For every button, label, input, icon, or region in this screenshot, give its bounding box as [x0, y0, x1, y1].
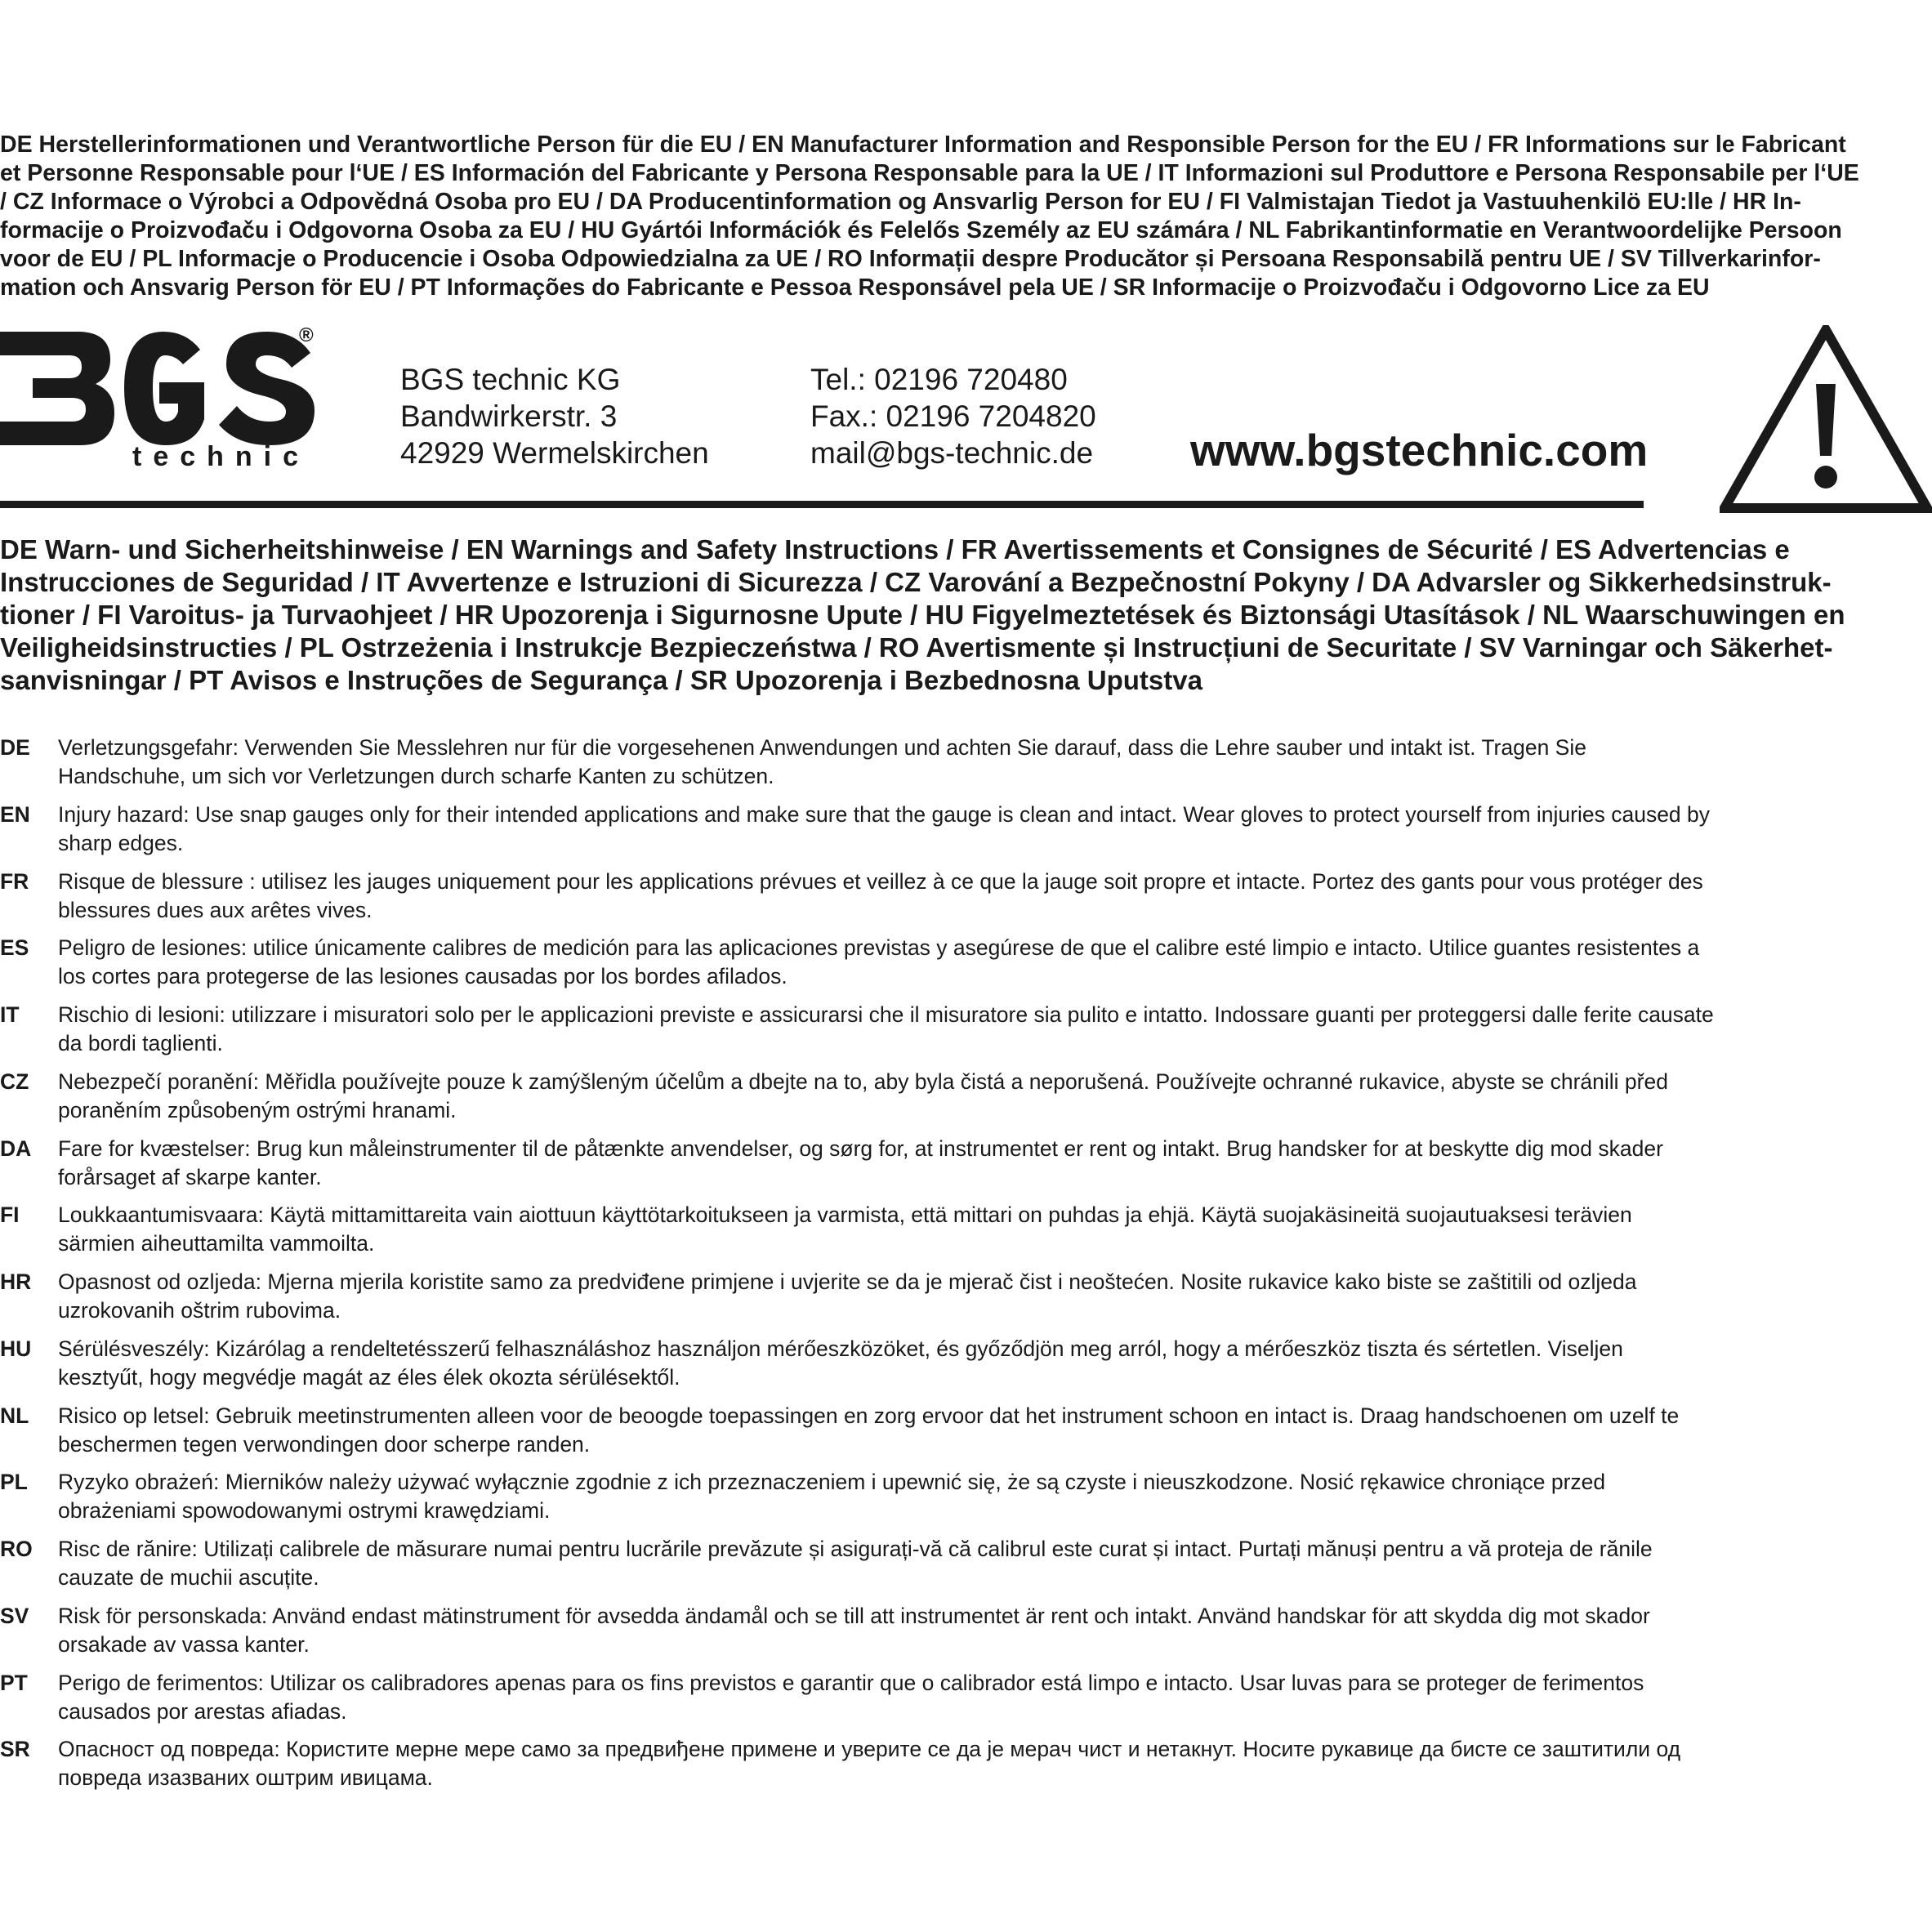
language-code: ES — [0, 935, 29, 960]
instruction-text: Peligro de lesiones: utilice únicamente calibres de medición para las aplicaciones previstas y asegúrese de que el calibre esté limpio e intacto. Utilice guantes resistentes a los cortes para protegerse de las lesiones causadas por los bordes afilados. — [58, 935, 1700, 988]
list-item — [0, 1135, 1932, 1194]
fax-number: Fax.: 02196 7204820 — [810, 399, 1096, 433]
instruction-text: Nebezpečí poranění: Měřidla používejte pouze k zamýšleným účelům a dbejte na to, aby byla čistá a neporušená. Používejte ochranné rukavice, abyste se chránili před poraněním způsobeným ostrými hranami. — [58, 1069, 1668, 1122]
language-code: SR — [0, 1737, 30, 1761]
instruction-text: Sérülésveszély: Kizárólag a rendeltetésszerű felhasználáshoz használjon mérőeszközöket, és győződjön meg arról, hogy a mérőeszköz tiszta és sértetlen. Viseljen kesztyűt, hogy megvédje magát az éles élek okozta sérülésektől. — [58, 1336, 1623, 1390]
contact-info — [810, 361, 1096, 471]
bgs-technic-logo — [0, 325, 320, 472]
warning-triangle-icon — [1720, 325, 1932, 513]
website-link[interactable]: www.bgstechnic.com — [1190, 425, 1649, 475]
instruction-text: Loukkaantumisvaara: Käytä mittamittareita vain aiottuun käyttötarkoitukseen ja varmista, että mittari on puhdas ja ehjä. Käytä suojakäsineitä suojautuaksesi terävien särmien aiheuttamilta vammoilta. — [58, 1202, 1632, 1256]
company-address — [400, 361, 709, 471]
email-address[interactable]: mail@bgs-technic.de — [810, 436, 1094, 470]
instruction-text: Risk för personskada: Använd endast mätinstrument för avsedda ändamål och se till att instrumentet är rent och intakt. Använd handskar för att skydda dig mot skador orsakade av vassa kanter. — [58, 1604, 1650, 1657]
instruction-text: Risc de rănire: Utilizați calibrele de măsurare numai pentru lucrările prevăzute și asigurați-vă că calibrul este curat și intact. Purtați mănuși pentru a vă proteja de rănile cauzate de muchii ascuțite. — [58, 1537, 1653, 1590]
language-code: NL — [0, 1403, 29, 1428]
language-code: DE — [0, 735, 30, 760]
list-item — [0, 801, 1932, 859]
list-item — [0, 1669, 1932, 1728]
header-divider — [0, 501, 1644, 508]
language-code: FR — [0, 869, 29, 894]
phone-number: Tel.: 02196 720480 — [810, 363, 1068, 396]
company-city: 42929 Wermelskirchen — [400, 436, 709, 470]
list-item — [0, 1068, 1932, 1127]
language-code: HU — [0, 1336, 32, 1361]
language-code: PT — [0, 1671, 28, 1695]
instruction-text: Risico op letsel: Gebruik meetinstrumenten alleen voor de beoogde toepassingen en zorg ervoor dat het instrument schoon en intact is. Draag handschoenen om uzelf te beschermen tegen verwondingen door scherpe randen. — [58, 1403, 1680, 1457]
list-item — [0, 1402, 1932, 1461]
instruction-text: Opasnost od ozljeda: Mjerna mjerila koristite samo za predviđene primjene i uvjerite se da je mjerač čist i neoštećen. Nosite rukavice kako biste se zaštitili od ozljeda uzrokovanih oštrim rubovima. — [58, 1269, 1637, 1323]
language-code: FI — [0, 1202, 20, 1227]
bgs-logo-mark — [0, 332, 315, 445]
list-item — [0, 1201, 1932, 1260]
language-code: CZ — [0, 1069, 29, 1094]
instruction-text: Risque de blessure : utilisez les jauges uniquement pour les applications prévues et veillez à ce que la jauge soit propre et intacte. Portez des gants pour vous protéger des blessures dues aux arêtes vives. — [58, 869, 1703, 922]
instruction-text: Ryzyko obrażeń: Mierników należy używać wyłącznie zgodnie z ich przeznaczeniem i upewnić się, że są czyste i nieuszkodzone. Nosić rękawice chroniące przed obrażeniami spowodowanymi ostrymi krawędziami. — [58, 1470, 1606, 1523]
list-item — [0, 1001, 1932, 1060]
warnings-heading: DE Warn- und Sicherheitshinweise / EN Warnings and Safety Instructions / FR Avertissements et Consignes de Sécurité / ES Advertencias e Instrucciones de Seguridad / IT Avvertenze e Istruzioni di Sicurezza / CZ Varování a Bezpečnostní Pokyny / DA Advarsler og Sikkerhedsinstruk- tioner / FI Varoitus- ja Turvaohjeet / HR Upozorenja i Sigurnosne Upute / HU Figyelmeztetések és Biztonsági Utasítások / NL Waarschuwingen en Veiligheidsinstructies / PL Ostrzeżenia i Instrukcje Bezpieczeństwa / RO Avertismente și Instrucțiuni de Securitate / SV Varningar och Säkerhet- sanvisningar / PT Avisos e Instruções de Segurança / SR Upozorenja i Bezbednosna Uputstva — [0, 534, 1845, 695]
manufacturer-info-heading: DE Herstellerinformationen und Verantwortliche Person für die EU / EN Manufacturer Information and Responsible Person for the EU / FR Informations sur le Fabricant et Personne Responsable pour l‘UE / ES Información del Fabricante y Persona Responsable para la UE / IT Informazioni sul Produttore e Persona Responsabile per l‘UE / CZ Informace o Výrobci a Odpovědná Osoba pro EU / DA Producentinformation og Ansvarlig Person for EU / FI Valmistajan Tiedot ja Vastuuhenkilö EU:lle / HR In- formacije o Proizvođaču i Odgovorna Osoba za EU / HU Gyártói Információk és Felelős Személy az EU számára / NL Fabrikantinformatie en Verantwoordelijke Persoon voor de EU / PL Informacje o Producencie i Osoba Odpowiedzialna za UE / RO Informații despre Producător și Persoana Responsabilă pentru UE / SV Tillverkarinfor- mation och Ansvarig Person för EU / PT Informações do Fabricante e Pessoa Responsável pela UE / SR Informacije o Proizvođaču i Odgovorno Lice za EU — [0, 132, 1859, 301]
list-item — [0, 1602, 1932, 1661]
list-item — [0, 868, 1932, 926]
language-code: RO — [0, 1537, 33, 1561]
list-item — [0, 1535, 1932, 1594]
list-item — [0, 1735, 1932, 1794]
instruction-text: Injury hazard: Use snap gauges only for their intended applications and make sure that the gauge is clean and intact. Wear gloves to protect yourself from injuries caused by sharp edges. — [58, 802, 1711, 855]
language-code: IT — [0, 1002, 20, 1027]
language-code: PL — [0, 1470, 28, 1494]
list-item — [0, 1468, 1932, 1527]
list-item — [0, 934, 1932, 993]
language-code: DA — [0, 1136, 32, 1161]
instruction-text: Verletzungsgefahr: Verwenden Sie Messlehren nur für die vorgesehenen Anwendungen und achten Sie darauf, dass die Lehre sauber und intakt ist. Tragen Sie Handschuhe, um sich vor Verletzungen durch scharfe Kanten zu schützen. — [58, 735, 1586, 788]
instruction-text: Fare for kvæstelser: Brug kun måleinstrumenter til de påtænkte anvendelser, og sørg for, at instrumentet er rent og intakt. Brug handsker for at beskytte dig mod skader forårsaget af skarpe kanter. — [58, 1136, 1663, 1189]
language-code: SV — [0, 1604, 29, 1628]
instruction-text: Rischio di lesioni: utilizzare i misuratori solo per le applicazioni previste e assicurarsi che il misuratore sia pulito e intatto. Indossare guanti per proteggersi dalle ferite causate da bordi taglienti. — [58, 1002, 1714, 1055]
list-item — [0, 734, 1932, 792]
registered-mark: ® — [299, 325, 314, 346]
logo-subtitle: technic — [132, 441, 310, 472]
list-item — [0, 1268, 1932, 1327]
language-code: HR — [0, 1269, 32, 1294]
language-code: EN — [0, 802, 30, 827]
company-street: Bandwirkerstr. 3 — [400, 399, 618, 433]
list-item — [0, 1335, 1932, 1394]
company-name: BGS technic KG — [400, 363, 621, 396]
instruction-text: Опасност од повреда: Користите мерне мере само за предвиђене примене и уверите се да је мерач чист и нетакнут. Носите рукавице да бисте се заштитили од повреда изазваних оштрим ивицама. — [58, 1737, 1681, 1790]
instruction-text: Perigo de ferimentos: Utilizar os calibradores apenas para os fins previstos e garantir que o calibrador está limpo e intacto. Usar luvas para se proteger de ferimentos causados por arestas afiadas. — [58, 1671, 1644, 1724]
